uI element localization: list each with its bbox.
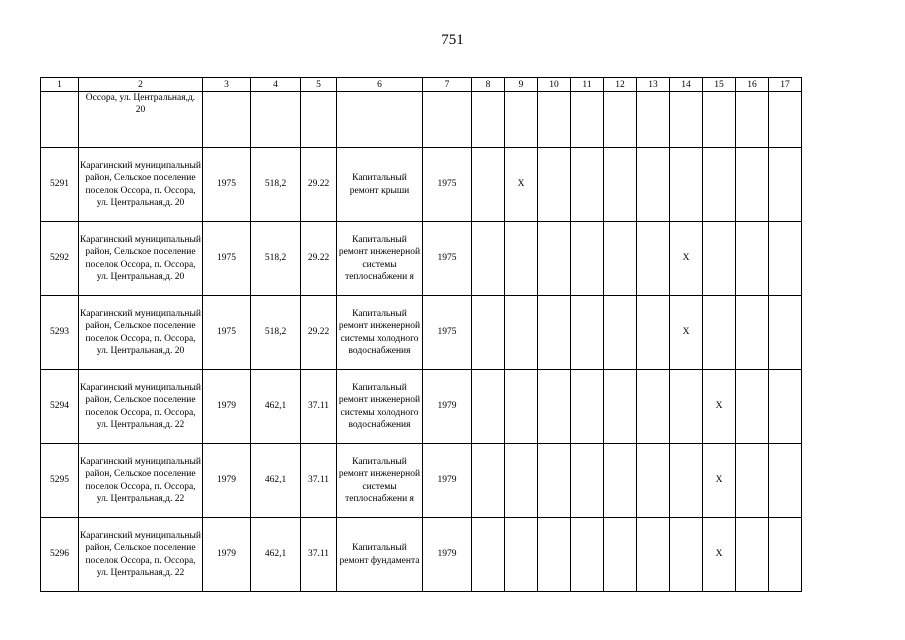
cell-col-1 [41, 92, 79, 148]
cell-col-3: 1979 [203, 518, 251, 592]
cell-col-17 [769, 222, 802, 296]
cell-col-5: 37.11 [301, 444, 337, 518]
cell-col-13 [637, 518, 670, 592]
cell-col-7: 1975 [423, 148, 472, 222]
cell-col-9 [505, 222, 538, 296]
cell-col-4: 462,1 [251, 370, 301, 444]
cell-col-11 [571, 370, 604, 444]
column-header: 10 [538, 78, 571, 92]
cell-col-4 [251, 92, 301, 148]
cell-col-4: 462,1 [251, 518, 301, 592]
cell-col-11 [571, 296, 604, 370]
table-row [41, 222, 802, 296]
cell-col-16 [736, 518, 769, 592]
cell-col-4: 518,2 [251, 148, 301, 222]
cell-col-16 [736, 444, 769, 518]
cell-col-13 [637, 296, 670, 370]
cell-col-8 [472, 518, 505, 592]
cell-col-8 [472, 296, 505, 370]
column-header: 15 [703, 78, 736, 92]
table-row [41, 444, 802, 518]
cell-col-1: 5296 [41, 518, 79, 592]
cell-col-2: Карагинский муниципальный район, Сельское поселение поселок Оссора, п. Оссора, ул. Центральная,д. 20 [79, 296, 203, 370]
cell-col-2: Карагинский муниципальный район, Сельское поселение поселок Оссора, п. Оссора, ул. Центральная,д. 20 [79, 222, 203, 296]
table-row [41, 370, 802, 444]
cell-col-14 [670, 518, 703, 592]
cell-col-9 [505, 370, 538, 444]
cell-col-16 [736, 222, 769, 296]
cell-col-12 [604, 92, 637, 148]
column-number-header-row [41, 78, 802, 92]
cell-col-16 [736, 92, 769, 148]
column-header: 12 [604, 78, 637, 92]
cell-col-12 [604, 518, 637, 592]
cell-col-8 [472, 222, 505, 296]
cell-col-1: 5294 [41, 370, 79, 444]
column-header: 6 [337, 78, 423, 92]
cell-col-14 [670, 92, 703, 148]
cell-col-14 [670, 148, 703, 222]
cell-col-11 [571, 222, 604, 296]
cell-col-3: 1975 [203, 296, 251, 370]
cell-col-14: X [670, 222, 703, 296]
cell-col-6: Капитальный ремонт крыши [337, 148, 423, 222]
column-header: 13 [637, 78, 670, 92]
cell-col-11 [571, 444, 604, 518]
cell-col-9 [505, 444, 538, 518]
cell-col-16 [736, 296, 769, 370]
cell-col-15 [703, 222, 736, 296]
cell-col-6 [337, 92, 423, 148]
column-header: 3 [203, 78, 251, 92]
cell-col-8 [472, 370, 505, 444]
cell-col-8 [472, 148, 505, 222]
cell-col-10 [538, 296, 571, 370]
cell-col-15 [703, 92, 736, 148]
table-body [41, 92, 802, 592]
cell-col-17 [769, 92, 802, 148]
cell-col-5 [301, 92, 337, 148]
table-row [41, 148, 802, 222]
repair-schedule-table [40, 77, 802, 592]
column-header: 2 [79, 78, 203, 92]
cell-col-7: 1975 [423, 222, 472, 296]
cell-col-10 [538, 148, 571, 222]
cell-col-1: 5293 [41, 296, 79, 370]
cell-col-15 [703, 148, 736, 222]
cell-col-9: X [505, 148, 538, 222]
cell-col-12 [604, 222, 637, 296]
table-row [41, 518, 802, 592]
cell-col-4: 462,1 [251, 444, 301, 518]
cell-col-7: 1979 [423, 518, 472, 592]
cell-col-12 [604, 370, 637, 444]
cell-col-17 [769, 148, 802, 222]
cell-col-1: 5291 [41, 148, 79, 222]
cell-col-5: 29.22 [301, 222, 337, 296]
cell-col-13 [637, 92, 670, 148]
cell-col-6: Капитальный ремонт инженерной системы холодного водоснабжения [337, 370, 423, 444]
cell-col-5: 37.11 [301, 370, 337, 444]
cell-col-10 [538, 518, 571, 592]
cell-col-16 [736, 370, 769, 444]
cell-col-3: 1979 [203, 444, 251, 518]
cell-col-6: Капитальный ремонт фундамента [337, 518, 423, 592]
column-header: 14 [670, 78, 703, 92]
cell-col-17 [769, 370, 802, 444]
cell-col-15 [703, 296, 736, 370]
cell-col-13 [637, 148, 670, 222]
cell-col-10 [538, 92, 571, 148]
cell-col-8 [472, 444, 505, 518]
cell-col-6: Капитальный ремонт инженерной системы холодного водоснабжения [337, 296, 423, 370]
cell-col-9 [505, 296, 538, 370]
cell-col-7 [423, 92, 472, 148]
cell-col-11 [571, 92, 604, 148]
column-header: 8 [472, 78, 505, 92]
cell-col-10 [538, 444, 571, 518]
cell-col-16 [736, 148, 769, 222]
page-number: 751 [441, 32, 464, 48]
cell-col-8 [472, 92, 505, 148]
cell-col-17 [769, 296, 802, 370]
table-row [41, 296, 802, 370]
cell-col-17 [769, 444, 802, 518]
cell-col-14 [670, 370, 703, 444]
cell-col-12 [604, 148, 637, 222]
cell-col-4: 518,2 [251, 222, 301, 296]
cell-col-2: Карагинский муниципальный район, Сельское поселение поселок Оссора, п. Оссора, ул. Центральная,д. 20 [79, 148, 203, 222]
column-header: 5 [301, 78, 337, 92]
cell-col-13 [637, 370, 670, 444]
cell-col-4: 518,2 [251, 296, 301, 370]
cell-col-2: Карагинский муниципальный район, Сельское поселение поселок Оссора, п. Оссора, ул. Центральная,д. 22 [79, 370, 203, 444]
column-header: 11 [571, 78, 604, 92]
cell-col-3: 1975 [203, 222, 251, 296]
cell-col-17 [769, 518, 802, 592]
cell-col-7: 1979 [423, 370, 472, 444]
cell-col-7: 1979 [423, 444, 472, 518]
cell-col-13 [637, 222, 670, 296]
column-header: 17 [769, 78, 802, 92]
table-row [41, 92, 802, 148]
cell-col-14: X [670, 296, 703, 370]
cell-col-2: Оссора, ул. Центральная,д. 20 [79, 92, 203, 148]
cell-col-1: 5292 [41, 222, 79, 296]
cell-col-6: Капитальный ремонт инженерной системы теплоснабжени я [337, 222, 423, 296]
cell-col-15: X [703, 444, 736, 518]
cell-col-1: 5295 [41, 444, 79, 518]
cell-col-3 [203, 92, 251, 148]
cell-col-5: 29.22 [301, 148, 337, 222]
cell-col-12 [604, 296, 637, 370]
cell-col-12 [604, 444, 637, 518]
cell-col-10 [538, 370, 571, 444]
cell-col-9 [505, 92, 538, 148]
cell-col-7: 1975 [423, 296, 472, 370]
cell-col-15: X [703, 370, 736, 444]
cell-col-6: Капитальный ремонт инженерной системы теплоснабжени я [337, 444, 423, 518]
cell-col-3: 1979 [203, 370, 251, 444]
cell-col-5: 37.11 [301, 518, 337, 592]
cell-col-3: 1975 [203, 148, 251, 222]
cell-col-10 [538, 222, 571, 296]
column-header: 1 [41, 78, 79, 92]
column-header: 7 [423, 78, 472, 92]
cell-col-15: X [703, 518, 736, 592]
column-header: 16 [736, 78, 769, 92]
cell-col-13 [637, 444, 670, 518]
cell-col-2: Карагинский муниципальный район, Сельское поселение поселок Оссора, п. Оссора, ул. Центральная,д. 22 [79, 444, 203, 518]
cell-col-11 [571, 148, 604, 222]
cell-col-14 [670, 444, 703, 518]
column-header: 4 [251, 78, 301, 92]
cell-col-5: 29.22 [301, 296, 337, 370]
column-header: 9 [505, 78, 538, 92]
cell-col-9 [505, 518, 538, 592]
cell-col-2: Карагинский муниципальный район, Сельское поселение поселок Оссора, п. Оссора, ул. Центральная,д. 22 [79, 518, 203, 592]
cell-col-11 [571, 518, 604, 592]
